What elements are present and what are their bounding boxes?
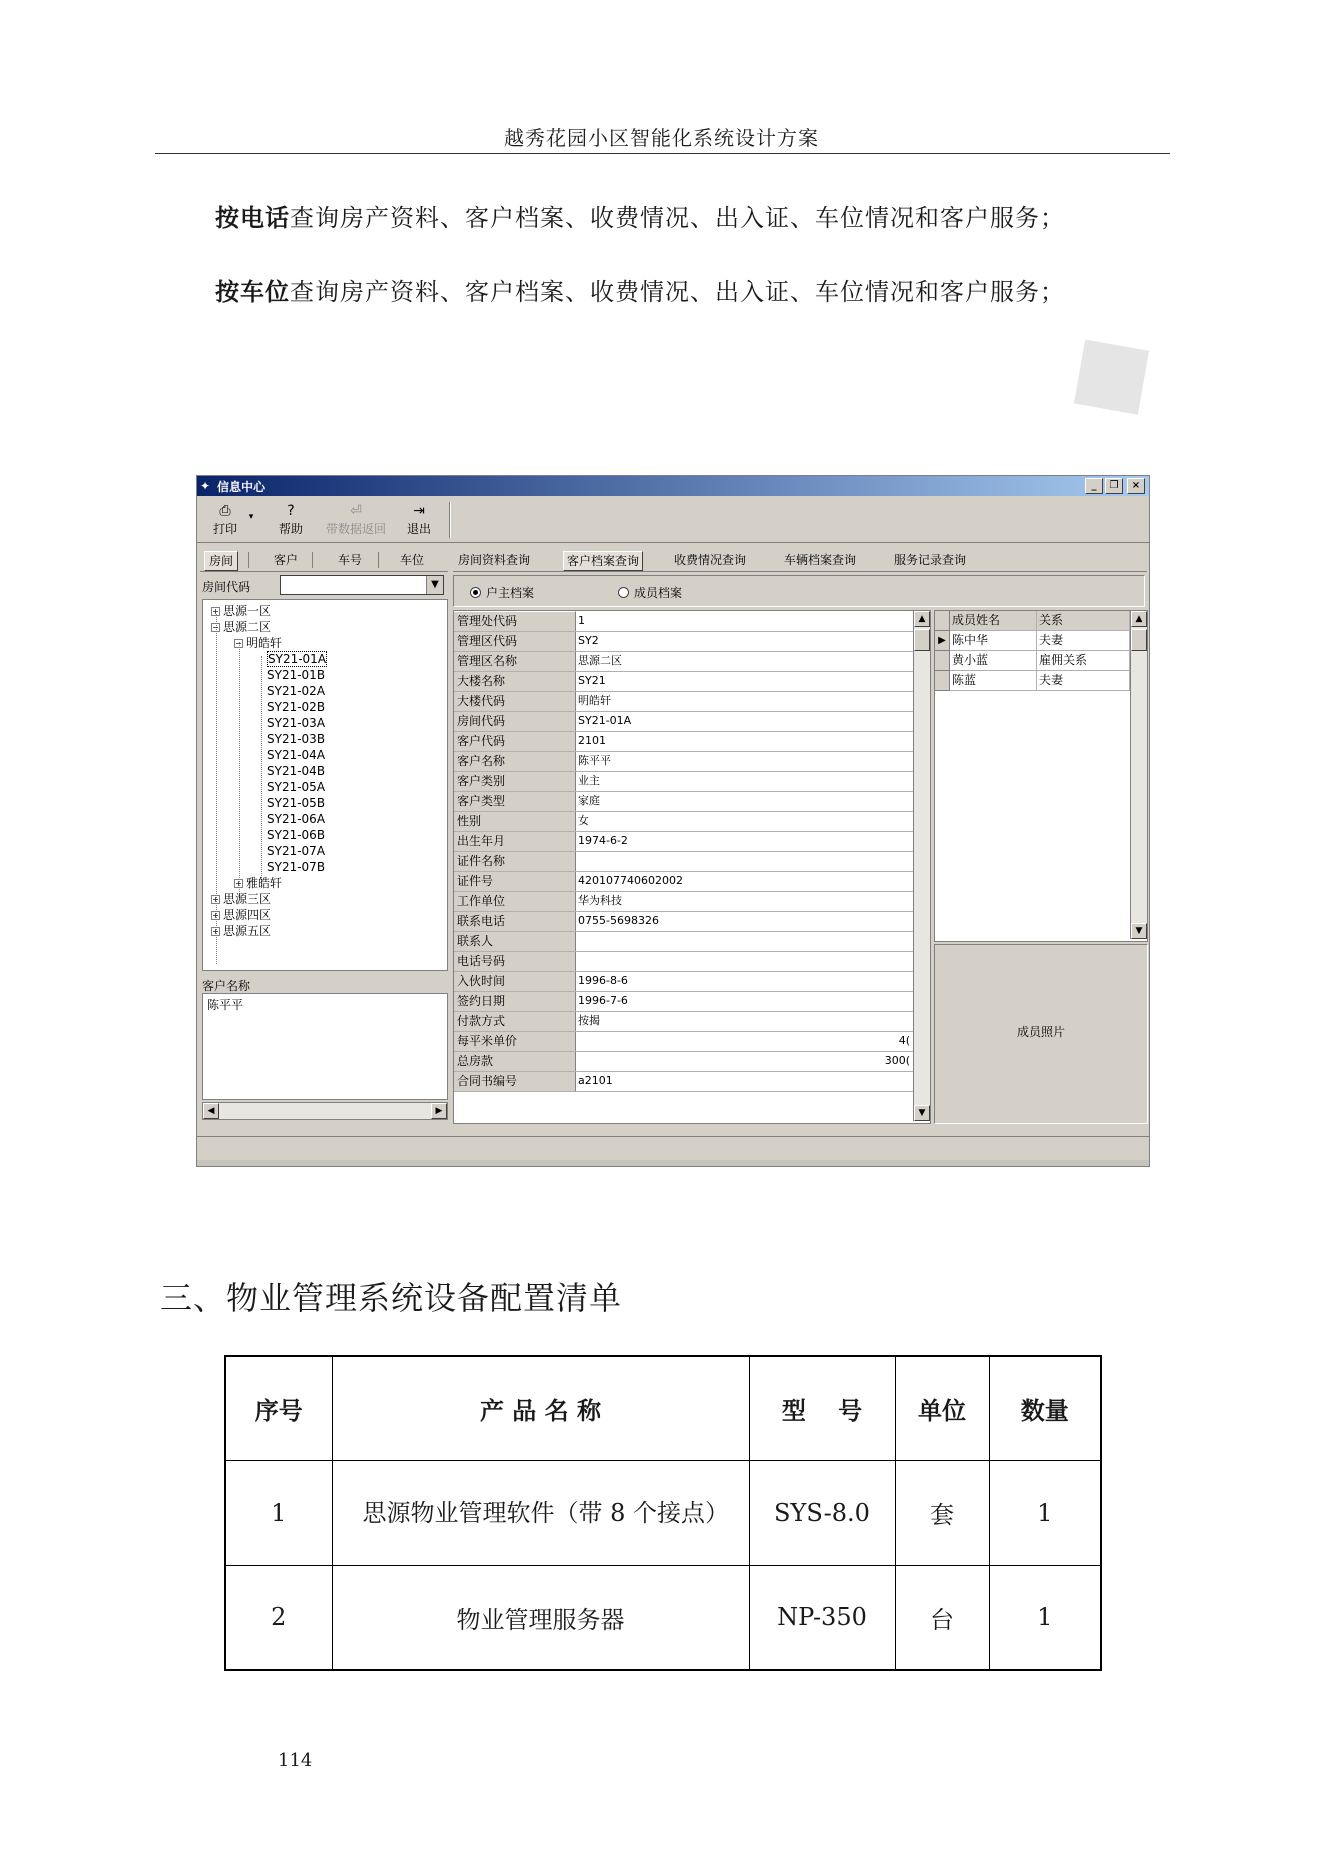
radio-member-archive[interactable]	[618, 584, 682, 601]
grid-field-label: 客户类别	[454, 771, 576, 791]
tree-node-district[interactable]	[211, 620, 271, 634]
tree-line	[239, 642, 240, 898]
grid-vscrollbar[interactable]	[913, 611, 930, 1121]
grid-field-value[interactable]: SY21	[578, 674, 606, 687]
current-row-arrow-icon: ▶	[935, 631, 950, 651]
query-tabs	[453, 549, 1147, 572]
grid-field-value[interactable]: 1	[578, 614, 585, 627]
help-button[interactable]	[271, 502, 311, 538]
print-label: 打印	[212, 522, 237, 536]
minimize-button[interactable]: _	[1085, 478, 1103, 494]
grid-row	[454, 811, 914, 832]
tab-room[interactable]: 房间	[204, 551, 238, 571]
row-indicator	[935, 651, 950, 671]
tree-node-label: 明皓轩	[246, 636, 283, 650]
tree-node-room[interactable]	[267, 748, 325, 762]
paragraph-phone-bold: 按电话	[215, 203, 290, 232]
grid-field-label: 出生年月	[454, 831, 576, 851]
tree-node-label: SY21-06A	[267, 812, 326, 826]
grid-row	[454, 751, 914, 772]
paragraph-parking	[215, 272, 1065, 307]
customer-name-label: 客户名称	[202, 979, 251, 993]
tree-node-room[interactable]	[267, 796, 325, 810]
tab-vehicle-query[interactable]: 车辆档案查询	[784, 553, 857, 567]
grid-row	[454, 891, 914, 912]
grid-field-label: 管理处代码	[454, 611, 576, 631]
grid-field-label: 合同书编号	[454, 1071, 576, 1091]
tree-node-district[interactable]	[211, 908, 271, 922]
grid-field-label: 工作单位	[454, 891, 576, 911]
grid-field-value[interactable]	[578, 931, 908, 950]
tree-node-room[interactable]	[267, 812, 325, 826]
exit-icon: ⇥	[413, 503, 425, 519]
tree-node-room[interactable]	[267, 684, 325, 698]
radio-checked-icon	[470, 587, 481, 598]
printer-icon: ⎙	[219, 503, 231, 519]
exit-button[interactable]	[401, 502, 437, 538]
tree-node-label: SY21-02A	[267, 684, 326, 698]
tree-node-room[interactable]	[267, 716, 325, 730]
status-bar	[197, 1136, 1149, 1159]
return-icon: ⏎	[350, 503, 362, 519]
grid-row	[454, 711, 914, 732]
grid-row	[454, 851, 914, 872]
grid-field-value[interactable]: 420107740602002	[578, 874, 683, 887]
member-row[interactable]	[935, 651, 1129, 671]
member-relation-cell[interactable]: 夫妻	[1037, 631, 1130, 651]
grid-field-label: 签约日期	[454, 991, 576, 1011]
grid-field-label: 房间代码	[454, 711, 576, 731]
page-number: 114	[278, 1750, 313, 1771]
customer-name-value: 陈平平	[207, 998, 244, 1012]
tree-node-building[interactable]	[234, 876, 282, 890]
member-grid-header	[935, 611, 1129, 631]
grid-field-value[interactable]: 业主	[578, 774, 600, 787]
grid-row	[454, 611, 914, 632]
grid-field-label: 联系电话	[454, 911, 576, 931]
right-panel	[453, 549, 1147, 1124]
grid-field-label: 每平米单价	[454, 1031, 576, 1051]
tree-node-label: SY21-01A	[268, 652, 327, 666]
header-unit: 单位	[895, 1356, 989, 1460]
left-panel	[200, 549, 448, 1124]
member-grid	[934, 610, 1148, 942]
grid-field-label: 证件号	[454, 871, 576, 891]
grid-row	[454, 971, 914, 992]
info-center-window	[196, 475, 1150, 1167]
member-vscrollbar[interactable]	[1130, 611, 1147, 939]
grid-field-value[interactable]: 4(	[898, 1034, 910, 1047]
tree-node-label: SY21-07B	[267, 860, 326, 874]
tree-node-room[interactable]	[267, 700, 325, 714]
grid-row	[454, 651, 914, 672]
paragraph-phone-text: 查询房产资料、客户档案、收费情况、出入证、车位情况和客户服务；	[290, 204, 1065, 232]
close-button[interactable]: ×	[1127, 478, 1145, 494]
scroll-left-icon[interactable]: ◀	[203, 1103, 219, 1119]
paragraph-parking-bold: 按车位	[215, 277, 290, 306]
scroll-right-icon[interactable]: ▶	[431, 1103, 447, 1119]
grid-field-label: 大楼代码	[454, 691, 576, 711]
member-relation-cell[interactable]: 雇佣关系	[1037, 651, 1130, 671]
tree-node-district[interactable]	[211, 604, 271, 618]
grid-field-label: 大楼名称	[454, 671, 576, 691]
tab-separator	[312, 552, 313, 568]
cell-unit: 台	[895, 1565, 989, 1670]
taskbar-strip	[197, 1160, 1149, 1166]
header-model: 型 号	[749, 1356, 895, 1460]
scroll-down-icon[interactable]: ▼	[1131, 923, 1147, 939]
room-tree	[202, 599, 448, 971]
tree-node-label: SY21-05B	[267, 796, 326, 810]
tree-node-label: 思源一区	[223, 604, 272, 618]
radio-owner-label: 户主档案	[486, 586, 535, 600]
grid-field-label: 客户类型	[454, 791, 576, 811]
collapse-icon[interactable]: −	[212, 623, 219, 632]
tab-room-query[interactable]: 房间资料查询	[458, 553, 531, 567]
tree-node-label: 思源五区	[223, 924, 272, 938]
grid-row	[454, 1051, 914, 1072]
grid-field-value[interactable]: 1974-6-2	[578, 834, 628, 847]
expand-icon[interactable]: +	[212, 927, 219, 936]
grid-field-label: 电话号码	[454, 951, 576, 971]
grid-field-label: 性别	[454, 811, 576, 831]
window-title: 信息中心	[217, 480, 266, 494]
scroll-up-icon[interactable]: ▲	[914, 611, 930, 627]
grid-field-label: 客户名称	[454, 751, 576, 771]
table-row	[225, 1460, 1101, 1565]
equipment-table	[224, 1355, 1102, 1671]
cell-product-name: 思源物业管理软件（带 8 个接点）	[332, 1460, 749, 1565]
member-name-cell[interactable]: 黄小蓝	[950, 651, 1037, 671]
grid-row	[454, 871, 914, 892]
tab-separator	[378, 552, 379, 568]
scroll-up-icon[interactable]: ▲	[1131, 611, 1147, 627]
watermark-logo: ◆	[1028, 286, 1184, 453]
tree-node-label: SY21-04A	[267, 748, 326, 762]
scroll-thumb[interactable]	[914, 629, 930, 651]
cell-unit: 套	[895, 1460, 989, 1565]
member-name-cell[interactable]: 陈蓝	[950, 671, 1037, 691]
grid-field-value[interactable]: 女	[578, 814, 589, 827]
grid-field-value[interactable]: 思源二区	[578, 654, 622, 667]
grid-field-value[interactable]: 2101	[578, 734, 606, 747]
member-photo-area	[934, 944, 1148, 1124]
tree-node-building[interactable]	[234, 636, 282, 650]
tree-node-room[interactable]	[267, 844, 325, 858]
grid-field-value[interactable]	[578, 851, 908, 870]
radio-unchecked-icon	[618, 587, 629, 598]
grid-field-label: 证件名称	[454, 851, 576, 871]
customer-hscrollbar[interactable]	[202, 1102, 448, 1120]
tab-fee-query[interactable]: 收费情况查询	[674, 553, 747, 567]
grid-field-value[interactable]: SY21-01A	[578, 714, 632, 727]
scroll-down-icon[interactable]: ▼	[914, 1105, 930, 1121]
grid-field-value[interactable]	[578, 951, 908, 970]
member-name-header[interactable]: 成员姓名	[950, 611, 1037, 631]
tree-node-room[interactable]	[267, 764, 325, 778]
member-relation-header[interactable]: 关系	[1037, 611, 1130, 631]
cell-model: NP-350	[749, 1565, 895, 1670]
grid-field-value[interactable]: 按揭	[578, 1014, 600, 1027]
grid-field-label: 管理区代码	[454, 631, 576, 651]
grid-field-label: 管理区名称	[454, 651, 576, 671]
tree-node-room[interactable]	[267, 668, 325, 682]
tab-service-query[interactable]: 服务记录查询	[894, 553, 967, 567]
page-header-title: 越秀花园小区智能化系统设计方案	[504, 126, 819, 150]
tab-separator	[248, 552, 249, 568]
tree-node-room[interactable]	[267, 860, 325, 874]
tab-customer-query[interactable]: 客户档案查询	[563, 551, 643, 571]
print-button[interactable]	[205, 502, 245, 538]
return-with-data-button[interactable]	[319, 502, 393, 538]
grid-row	[454, 931, 914, 952]
tree-node-label: SY21-04B	[267, 764, 326, 778]
grid-field-value[interactable]: 明皓轩	[578, 694, 611, 707]
tree-node-district[interactable]	[211, 892, 271, 906]
tree-node-label: 思源二区	[223, 620, 272, 634]
tree-node-room[interactable]	[267, 828, 325, 842]
member-row[interactable]	[935, 671, 1129, 691]
room-code-select[interactable]	[280, 575, 444, 595]
member-relation-cell[interactable]: 夫妻	[1037, 671, 1130, 691]
grid-field-label: 入伙时间	[454, 971, 576, 991]
cell-quantity: 1	[989, 1565, 1101, 1670]
tree-line	[261, 656, 262, 888]
restore-button[interactable]: ❐	[1105, 478, 1123, 494]
member-name-cell[interactable]: 陈中华	[950, 631, 1037, 651]
tree-node-label: SY21-03B	[267, 732, 326, 746]
table-header-row	[225, 1356, 1101, 1460]
tree-node-label: SY21-01B	[267, 668, 326, 682]
grid-field-value[interactable]: 1996-7-6	[578, 994, 628, 1007]
grid-row	[454, 731, 914, 752]
chevron-down-icon[interactable]: ▼	[426, 576, 443, 594]
return-label: 带数据返回	[325, 522, 386, 536]
grid-row	[454, 831, 914, 852]
grid-row	[454, 1011, 914, 1032]
header-seq: 序号	[225, 1356, 332, 1460]
cell-product-name: 物业管理服务器	[332, 1565, 749, 1670]
grid-row	[454, 671, 914, 692]
tree-node-label: 思源三区	[223, 892, 272, 906]
toolbar-separator	[449, 502, 451, 538]
tree-node-label: SY21-03A	[267, 716, 326, 730]
grid-field-label: 客户代码	[454, 731, 576, 751]
grid-field-label: 联系人	[454, 931, 576, 951]
grid-field-value[interactable]: 0755-5698326	[578, 914, 659, 927]
paragraph-phone	[215, 198, 1065, 233]
scroll-thumb[interactable]	[1131, 629, 1147, 651]
window-titlebar	[197, 476, 1149, 496]
table-row	[225, 1565, 1101, 1670]
cell-seq: 1	[225, 1460, 332, 1565]
app-icon: ✦	[200, 479, 211, 493]
help-icon: ?	[287, 503, 295, 519]
help-label: 帮助	[278, 522, 303, 536]
tree-node-room[interactable]	[267, 780, 325, 794]
grid-field-value[interactable]: 1996-8-6	[578, 974, 628, 987]
grid-field-value[interactable]: 陈平平	[578, 754, 611, 767]
tree-node-label: SY21-02B	[267, 700, 326, 714]
grid-row	[454, 771, 914, 792]
tab-customer[interactable]: 客户	[274, 553, 299, 567]
section-title: 三、物业管理系统设备配置清单	[160, 1279, 623, 1317]
expand-icon[interactable]: +	[212, 607, 219, 616]
tree-node-room-selected[interactable]	[267, 652, 327, 666]
paragraph-parking-text: 查询房产资料、客户档案、收费情况、出入证、车位情况和客户服务；	[290, 278, 1065, 306]
grid-field-value[interactable]: SY2	[578, 634, 599, 647]
grid-field-value[interactable]: 华为科技	[578, 894, 622, 907]
tree-node-district[interactable]	[211, 924, 271, 938]
header-rule	[155, 153, 1170, 154]
cell-seq: 2	[225, 1565, 332, 1670]
grid-row	[454, 1071, 914, 1092]
row-indicator	[935, 671, 950, 691]
tree-node-label: SY21-07A	[267, 844, 326, 858]
tab-parking[interactable]: 车位	[400, 553, 425, 567]
tree-node-label: 雅皓轩	[246, 876, 283, 890]
expand-icon[interactable]: +	[212, 911, 219, 920]
member-photo-label: 成员照片	[1016, 1025, 1065, 1039]
grid-row	[454, 991, 914, 1012]
grid-row	[454, 951, 914, 972]
archive-type-group	[453, 575, 1145, 607]
tree-node-label: 思源四区	[223, 908, 272, 922]
expand-icon[interactable]: +	[235, 879, 242, 888]
collapse-icon[interactable]: −	[235, 639, 242, 648]
header-product-name: 产 品 名 称	[332, 1356, 749, 1460]
tree-node-label: SY21-06B	[267, 828, 326, 842]
grid-row	[454, 691, 914, 712]
exit-label: 退出	[406, 522, 431, 536]
grid-field-value[interactable]: 300(	[884, 1054, 910, 1067]
grid-field-label: 总房款	[454, 1051, 576, 1071]
radio-owner-archive[interactable]	[470, 584, 534, 601]
row-indicator	[935, 611, 950, 631]
grid-field-value[interactable]: 家庭	[578, 794, 600, 807]
grid-row	[454, 1031, 914, 1052]
member-row[interactable]	[935, 631, 1129, 651]
left-tabs	[200, 549, 448, 572]
grid-field-label: 付款方式	[454, 1011, 576, 1031]
toolbar	[197, 498, 1149, 543]
cell-model: SYS-8.0	[749, 1460, 895, 1565]
radio-member-label: 成员档案	[634, 586, 683, 600]
tab-plate[interactable]: 车号	[338, 553, 363, 567]
cell-quantity: 1	[989, 1460, 1101, 1565]
grid-field-value[interactable]: a2101	[578, 1074, 613, 1087]
room-code-label: 房间代码	[202, 580, 251, 594]
grid-row	[454, 911, 914, 932]
tree-node-label: SY21-05A	[267, 780, 326, 794]
grid-row	[454, 791, 914, 812]
expand-icon[interactable]: +	[212, 895, 219, 904]
tree-node-room[interactable]	[267, 732, 325, 746]
header-quantity: 数量	[989, 1356, 1101, 1460]
customer-record-grid	[453, 610, 931, 1124]
print-dropdown-icon[interactable]: ▾	[248, 512, 254, 522]
customer-name-box[interactable]	[202, 993, 448, 1100]
grid-row	[454, 631, 914, 652]
